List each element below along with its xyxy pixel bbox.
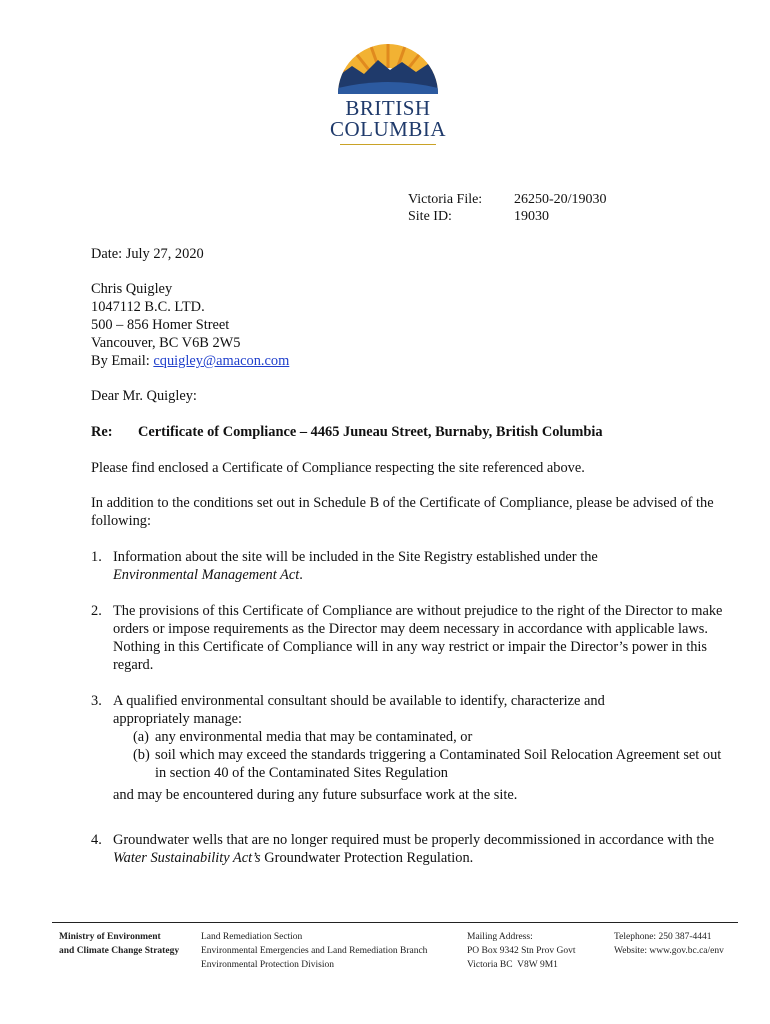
recipient-street: 500 – 856 Homer Street	[91, 317, 230, 333]
sub-item-b	[113, 746, 731, 782]
sub-item-a	[113, 728, 731, 746]
paragraph-conditions: In addition to the conditions set out in Schedule B of the Certificate of Compliance, please be advised of the following:	[91, 495, 714, 529]
salutation: Dear Mr. Quigley:	[91, 388, 197, 404]
list-item-3	[91, 692, 731, 804]
ref-value: 26250-20/19030	[514, 192, 607, 207]
item-end: Groundwater Protection Regulation.	[260, 850, 474, 866]
ref-row-site	[408, 208, 607, 225]
logo-divider	[340, 144, 436, 145]
item-text: Information about the site will be included in the Site Registry established under the	[113, 549, 598, 565]
item-number: 4.	[91, 832, 102, 848]
item-number: 3.	[91, 693, 102, 709]
footer-section	[201, 930, 427, 972]
recipient-city: Vancouver, BC V6B 2W5	[91, 335, 241, 351]
footer-divider	[52, 922, 738, 923]
letter-date: Date: July 27, 2020	[91, 246, 204, 262]
list-item-4	[91, 831, 731, 867]
re-subject: Certificate of Compliance – 4465 Juneau Street, Burnaby, British Columbia	[138, 424, 603, 440]
item-text: Groundwater wells that are no longer required must be properly decommissioned in accordance with the	[113, 832, 715, 848]
footer-line: Land Remediation Section	[201, 932, 303, 942]
footer-line: and Climate Change Strategy	[59, 946, 180, 956]
footer-line: Ministry of Environment	[59, 932, 161, 942]
item-tail: and may be encountered during any future subsurface work at the site.	[113, 787, 518, 803]
footer-line: Website: www.gov.bc.ca/env	[614, 946, 724, 956]
reference-block	[408, 191, 607, 225]
bc-sun-mountain-icon	[330, 36, 446, 96]
footer-ministry	[59, 930, 179, 958]
item-number: 1.	[91, 549, 102, 565]
sub-label: (b)	[133, 747, 150, 763]
footer-line: PO Box 9342 Stn Prov Govt	[467, 946, 576, 956]
item-number: 2.	[91, 603, 102, 619]
list-item-1	[91, 548, 731, 584]
subject-line	[91, 423, 603, 441]
sub-label: (a)	[133, 729, 149, 745]
ref-value: 19030	[514, 209, 549, 224]
sub-text: any environmental media that may be contaminated, or	[155, 729, 473, 745]
logo-british: BRITISH	[345, 96, 431, 120]
ref-label: Victoria File:	[408, 192, 483, 207]
footer-line: Victoria BC V8W 9M1	[467, 960, 558, 970]
footer-mailing	[467, 930, 575, 972]
email-link[interactable]: cquigley@amacon.com	[153, 353, 290, 369]
sub-text: soil which may exceed the standards triggering a Contaminated Soil Relocation Agreement set out in section 40 of the Contaminated Sites Regulation	[155, 747, 722, 781]
recipient-email-line	[91, 352, 289, 370]
footer-line: Mailing Address:	[467, 932, 533, 942]
ref-label: Site ID:	[408, 209, 452, 224]
recipient-name: Chris Quigley	[91, 281, 173, 297]
paragraph-intro: Please find enclosed a Certificate of Compliance respecting the site referenced above.	[91, 460, 585, 476]
act-name: Water Sustainability Act’s	[113, 850, 261, 866]
footer-line: Environmental Emergencies and Land Remediation Branch	[201, 946, 428, 956]
bc-logo	[330, 36, 446, 145]
footer-line: Environmental Protection Division	[201, 960, 334, 970]
recipient-company: 1047112 B.C. LTD.	[91, 299, 205, 315]
item-end: .	[299, 567, 303, 583]
list-item-2	[91, 602, 731, 674]
ref-row-file	[408, 191, 607, 208]
recipient-address	[91, 280, 289, 370]
footer-contact	[614, 930, 724, 958]
re-label: Re:	[91, 424, 113, 440]
email-prefix: By Email:	[91, 353, 154, 369]
logo-columbia: COLUMBIA	[330, 117, 447, 141]
item-text: The provisions of this Certificate of Compliance are without prejudice to the right of the Director to make orders or impose requirements as the Director may deem necessary in accordance with applicable laws. Nothing in this Certificate of Compliance will in any way restrict or impair the Director’s power in this regard.	[113, 603, 723, 673]
item-text: A qualified environmental consultant should be available to identify, characterize and appropriately manage:	[113, 693, 605, 727]
act-name: Environmental Management Act	[113, 567, 300, 583]
footer-line: Telephone: 250 387-4441	[614, 932, 712, 942]
